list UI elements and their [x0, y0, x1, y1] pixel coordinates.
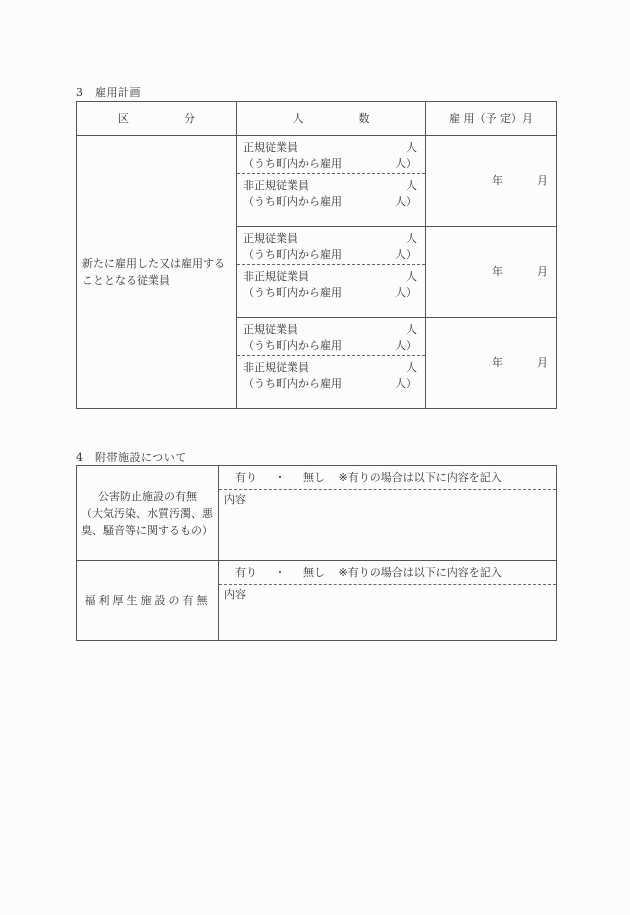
- instruction-note: ※有りの場合は以下に内容を記入: [338, 566, 502, 579]
- year-label: 年: [492, 356, 503, 369]
- no-option[interactable]: 無し: [303, 566, 325, 579]
- nonregular-employee-entry[interactable]: [237, 173, 425, 210]
- nonregular-label: 非正規従業員: [243, 270, 309, 283]
- nonregular-employee-entry[interactable]: [237, 264, 425, 301]
- regular-employee-entry[interactable]: [237, 136, 425, 173]
- year-label: 年: [492, 174, 503, 187]
- nonregular-unit: 人: [406, 270, 417, 283]
- header-category: 区 分: [77, 102, 237, 136]
- year-label: 年: [492, 265, 503, 278]
- local-hire-label: （うち町内から雇用: [243, 339, 342, 352]
- employment-plan-table: [76, 101, 557, 409]
- yes-option[interactable]: 有り: [235, 471, 257, 484]
- section-3-title: 3 雇用計画: [76, 86, 141, 99]
- count-cell-2: [237, 227, 426, 318]
- local-hire-label: （うち町内から雇用: [243, 157, 342, 170]
- pollution-facility-cell: [219, 466, 557, 561]
- pollution-facility-label: [77, 466, 219, 561]
- month-label: 月: [537, 174, 548, 187]
- local-hire-label: （うち町内から雇用: [243, 377, 342, 390]
- content-label: 内容: [224, 493, 246, 506]
- category-label: 新たに雇用した又は雇用することとなる従業員: [77, 136, 237, 409]
- local-hire-unit: 人）: [395, 157, 417, 170]
- header-month: 雇 用（予 定）月: [426, 102, 557, 136]
- welfare-yes-no: [219, 561, 556, 585]
- nonregular-label: 非正規従業員: [243, 179, 309, 192]
- local-hire-unit: 人）: [395, 339, 417, 352]
- local-hire-unit: 人）: [395, 195, 417, 208]
- regular-unit: 人: [406, 232, 417, 245]
- regular-unit: 人: [406, 323, 417, 336]
- regular-employee-entry[interactable]: [237, 227, 425, 264]
- instruction-note: ※有りの場合は以下に内容を記入: [338, 471, 502, 484]
- pollution-label-title: 公害防止施設の有無: [98, 489, 197, 503]
- pollution-yes-no: [219, 466, 556, 490]
- no-option[interactable]: 無し: [303, 471, 325, 484]
- hire-month-cell-3[interactable]: [426, 318, 557, 409]
- local-hire-unit: 人）: [395, 286, 417, 299]
- month-label: 月: [537, 356, 548, 369]
- nonregular-unit: 人: [406, 179, 417, 192]
- nonregular-label: 非正規従業員: [243, 361, 309, 374]
- section-4-title: 4 附帯施設について: [76, 451, 187, 464]
- count-cell-1: [237, 136, 426, 227]
- regular-employee-entry[interactable]: [237, 318, 425, 355]
- hire-month-cell-1[interactable]: [426, 136, 557, 227]
- local-hire-label: （うち町内から雇用: [243, 248, 342, 261]
- separator-dot: ・: [274, 471, 286, 484]
- welfare-facility-label: 福利厚生施設の有無: [77, 561, 219, 641]
- nonregular-employee-entry[interactable]: [237, 355, 425, 392]
- local-hire-unit: 人）: [395, 377, 417, 390]
- local-hire-label: （うち町内から雇用: [243, 195, 342, 208]
- welfare-facility-cell: [219, 561, 557, 641]
- separator-dot: ・: [274, 566, 286, 579]
- facilities-table: [76, 465, 557, 641]
- pollution-label-note: （大気汚染、水質汚濁、悪臭、騒音等に関するもの）: [81, 506, 213, 537]
- hire-month-cell-2[interactable]: [426, 227, 557, 318]
- local-hire-label: （うち町内から雇用: [243, 286, 342, 299]
- header-count: 人 数: [237, 102, 426, 136]
- regular-label: 正規従業員: [243, 232, 298, 245]
- content-label: 内容: [224, 588, 246, 601]
- regular-label: 正規従業員: [243, 141, 298, 154]
- welfare-content-field[interactable]: [219, 585, 556, 640]
- yes-option[interactable]: 有り: [235, 566, 257, 579]
- count-cell-3: [237, 318, 426, 409]
- pollution-content-field[interactable]: [219, 490, 556, 560]
- nonregular-unit: 人: [406, 361, 417, 374]
- regular-label: 正規従業員: [243, 323, 298, 336]
- local-hire-unit: 人）: [395, 248, 417, 261]
- month-label: 月: [537, 265, 548, 278]
- regular-unit: 人: [406, 141, 417, 154]
